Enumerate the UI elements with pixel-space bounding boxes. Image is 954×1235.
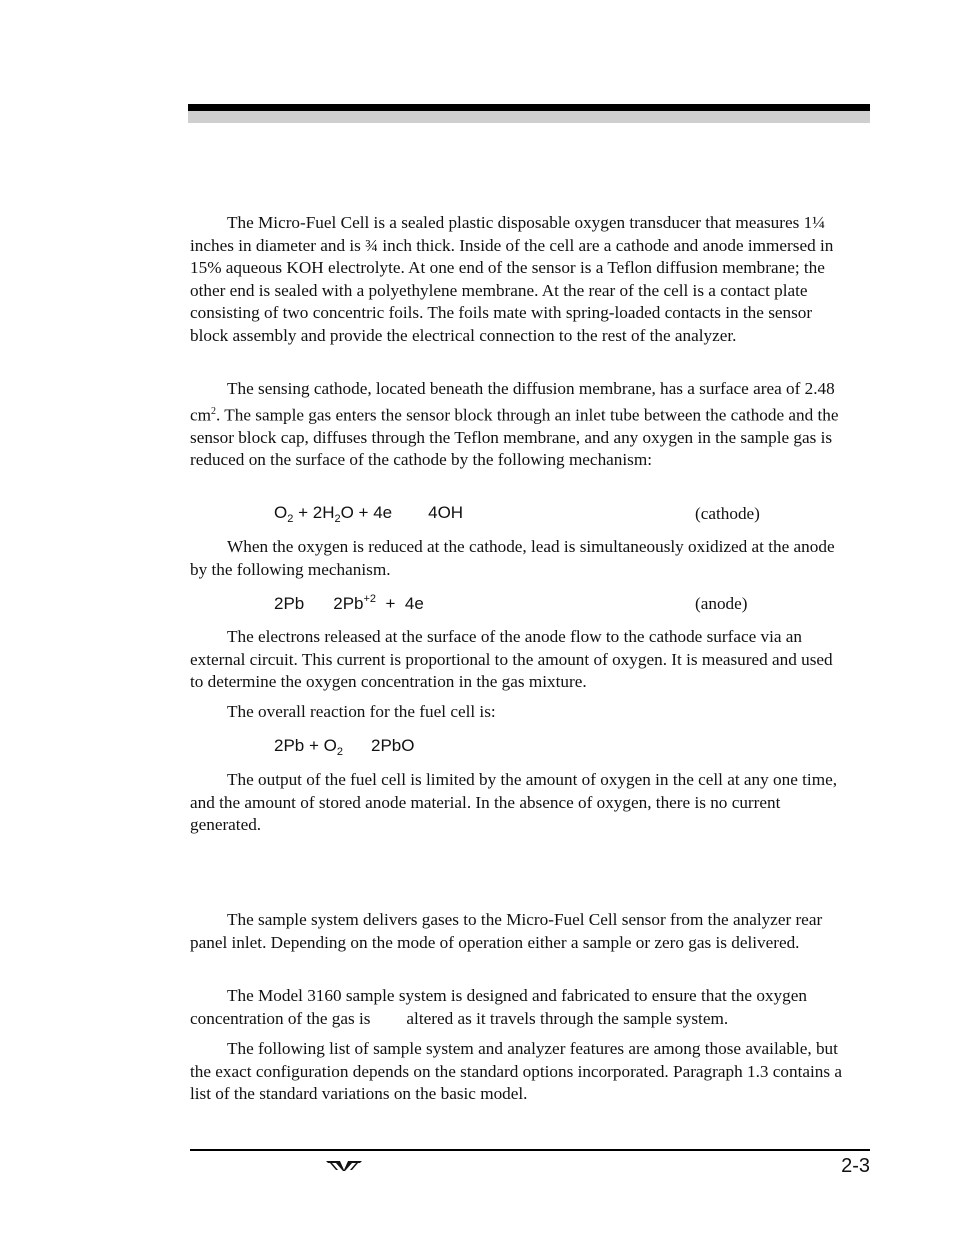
cathode-label: (cathode) <box>695 504 760 523</box>
paragraph-model-3160-start: The Model 3160 sample system is designed and fabricated to ensure that the oxygen concentration of the gas is <box>190 986 807 1028</box>
anode-label: (anode) <box>695 594 748 613</box>
overall-equation <box>274 736 414 758</box>
paragraph-electrons: The electrons released at the surface of the anode flow to the cathode surface via an external circuit. This current is proportional to the amount of oxygen. It is measured and used to determine the oxygen concentration in the gas mixture. <box>190 627 833 691</box>
header-rule-black <box>188 104 870 111</box>
paragraph-overall-reaction: The overall reaction for the fuel cell is: <box>227 702 496 721</box>
paragraph-model-3160 <box>190 985 842 1030</box>
paragraph-sensing-cathode-start: The sensing cathode, located beneath the diffusion membrane, has a surface area of 2.48 cm <box>190 379 835 425</box>
cm-squared-superscript: 2 <box>211 405 216 417</box>
eq2-part-c: + 4e <box>376 594 424 613</box>
eq1-part-d: 4OH <box>428 503 464 522</box>
cathode-equation <box>274 503 463 525</box>
eq1-part-a: O <box>274 503 288 522</box>
eq1-sub-2: 2 <box>334 513 341 525</box>
paragraph-micro-fuel-cell: The Micro-Fuel Cell is a sealed plastic disposable oxygen transducer that measures 1¼ inches in diameter and is ¾ inch thick. Inside of the cell are a cathode and anode immersed in 15% aqueous KOH electrolyte. At one end of the sensor is a Teflon diffusion membrane; the other end is sealed with a polyethylene membrane. At the rear of the cell is a contact plate consisting of two concentric foils. The foils mate with spring-loaded contacts in the sensor block assembly and provide the electrical connection to the rest of the analyzer. <box>190 213 834 345</box>
paragraph-sample-system: The sample system delivers gases to the Micro-Fuel Cell sensor from the analyzer rear panel inlet. Depending on the mode of operation either a sample or zero gas is delivered. <box>190 910 823 952</box>
footer-rule <box>190 1149 870 1151</box>
eq1-part-b: + 2H <box>293 503 335 522</box>
eq1-part-c: O + 4e <box>340 503 393 522</box>
paragraph-anode-oxidation: When the oxygen is reduced at the cathode, lead is simultaneously oxidized at the anode by the following mechanism. <box>190 537 835 579</box>
paragraph-features: The following list of sample system and analyzer features are among those available, but the exact configuration depends on the standard options incorporated. Paragraph 1.3 contains a list of the standard variations on the basic model. <box>190 1039 842 1103</box>
eq2-superscript: +2 <box>363 593 377 605</box>
header-rule-gray <box>188 111 870 123</box>
eq3-part-a: 2Pb + O <box>274 736 337 755</box>
company-logo-icon <box>326 1158 362 1172</box>
eq1-sub-1: 2 <box>287 513 294 525</box>
paragraph-sensing-cathode-end: . The sample gas enters the sensor block through an inlet tube between the cathode and the sensor block cap, diffuses through the Teflon membrane, and any oxygen in the sample gas is reduced on the surface of the cathode by the following mechanism: <box>190 405 839 470</box>
paragraph-model-3160-end: altered as it travels through the sample system. <box>406 1008 729 1028</box>
eq3-part-b: 2PbO <box>370 736 415 755</box>
page-number: 2-3 <box>841 1155 870 1177</box>
eq2-part-b: 2Pb <box>333 594 364 613</box>
eq3-sub-1: 2 <box>336 746 343 758</box>
eq2-part-a: 2Pb <box>274 594 305 613</box>
paragraph-output: The output of the fuel cell is limited by the amount of oxygen in the cell at any one time, and the amount of stored anode material. In the absence of oxygen, there is no current generated. <box>190 770 837 834</box>
paragraph-sensing-cathode <box>190 378 842 472</box>
anode-equation <box>274 593 424 614</box>
